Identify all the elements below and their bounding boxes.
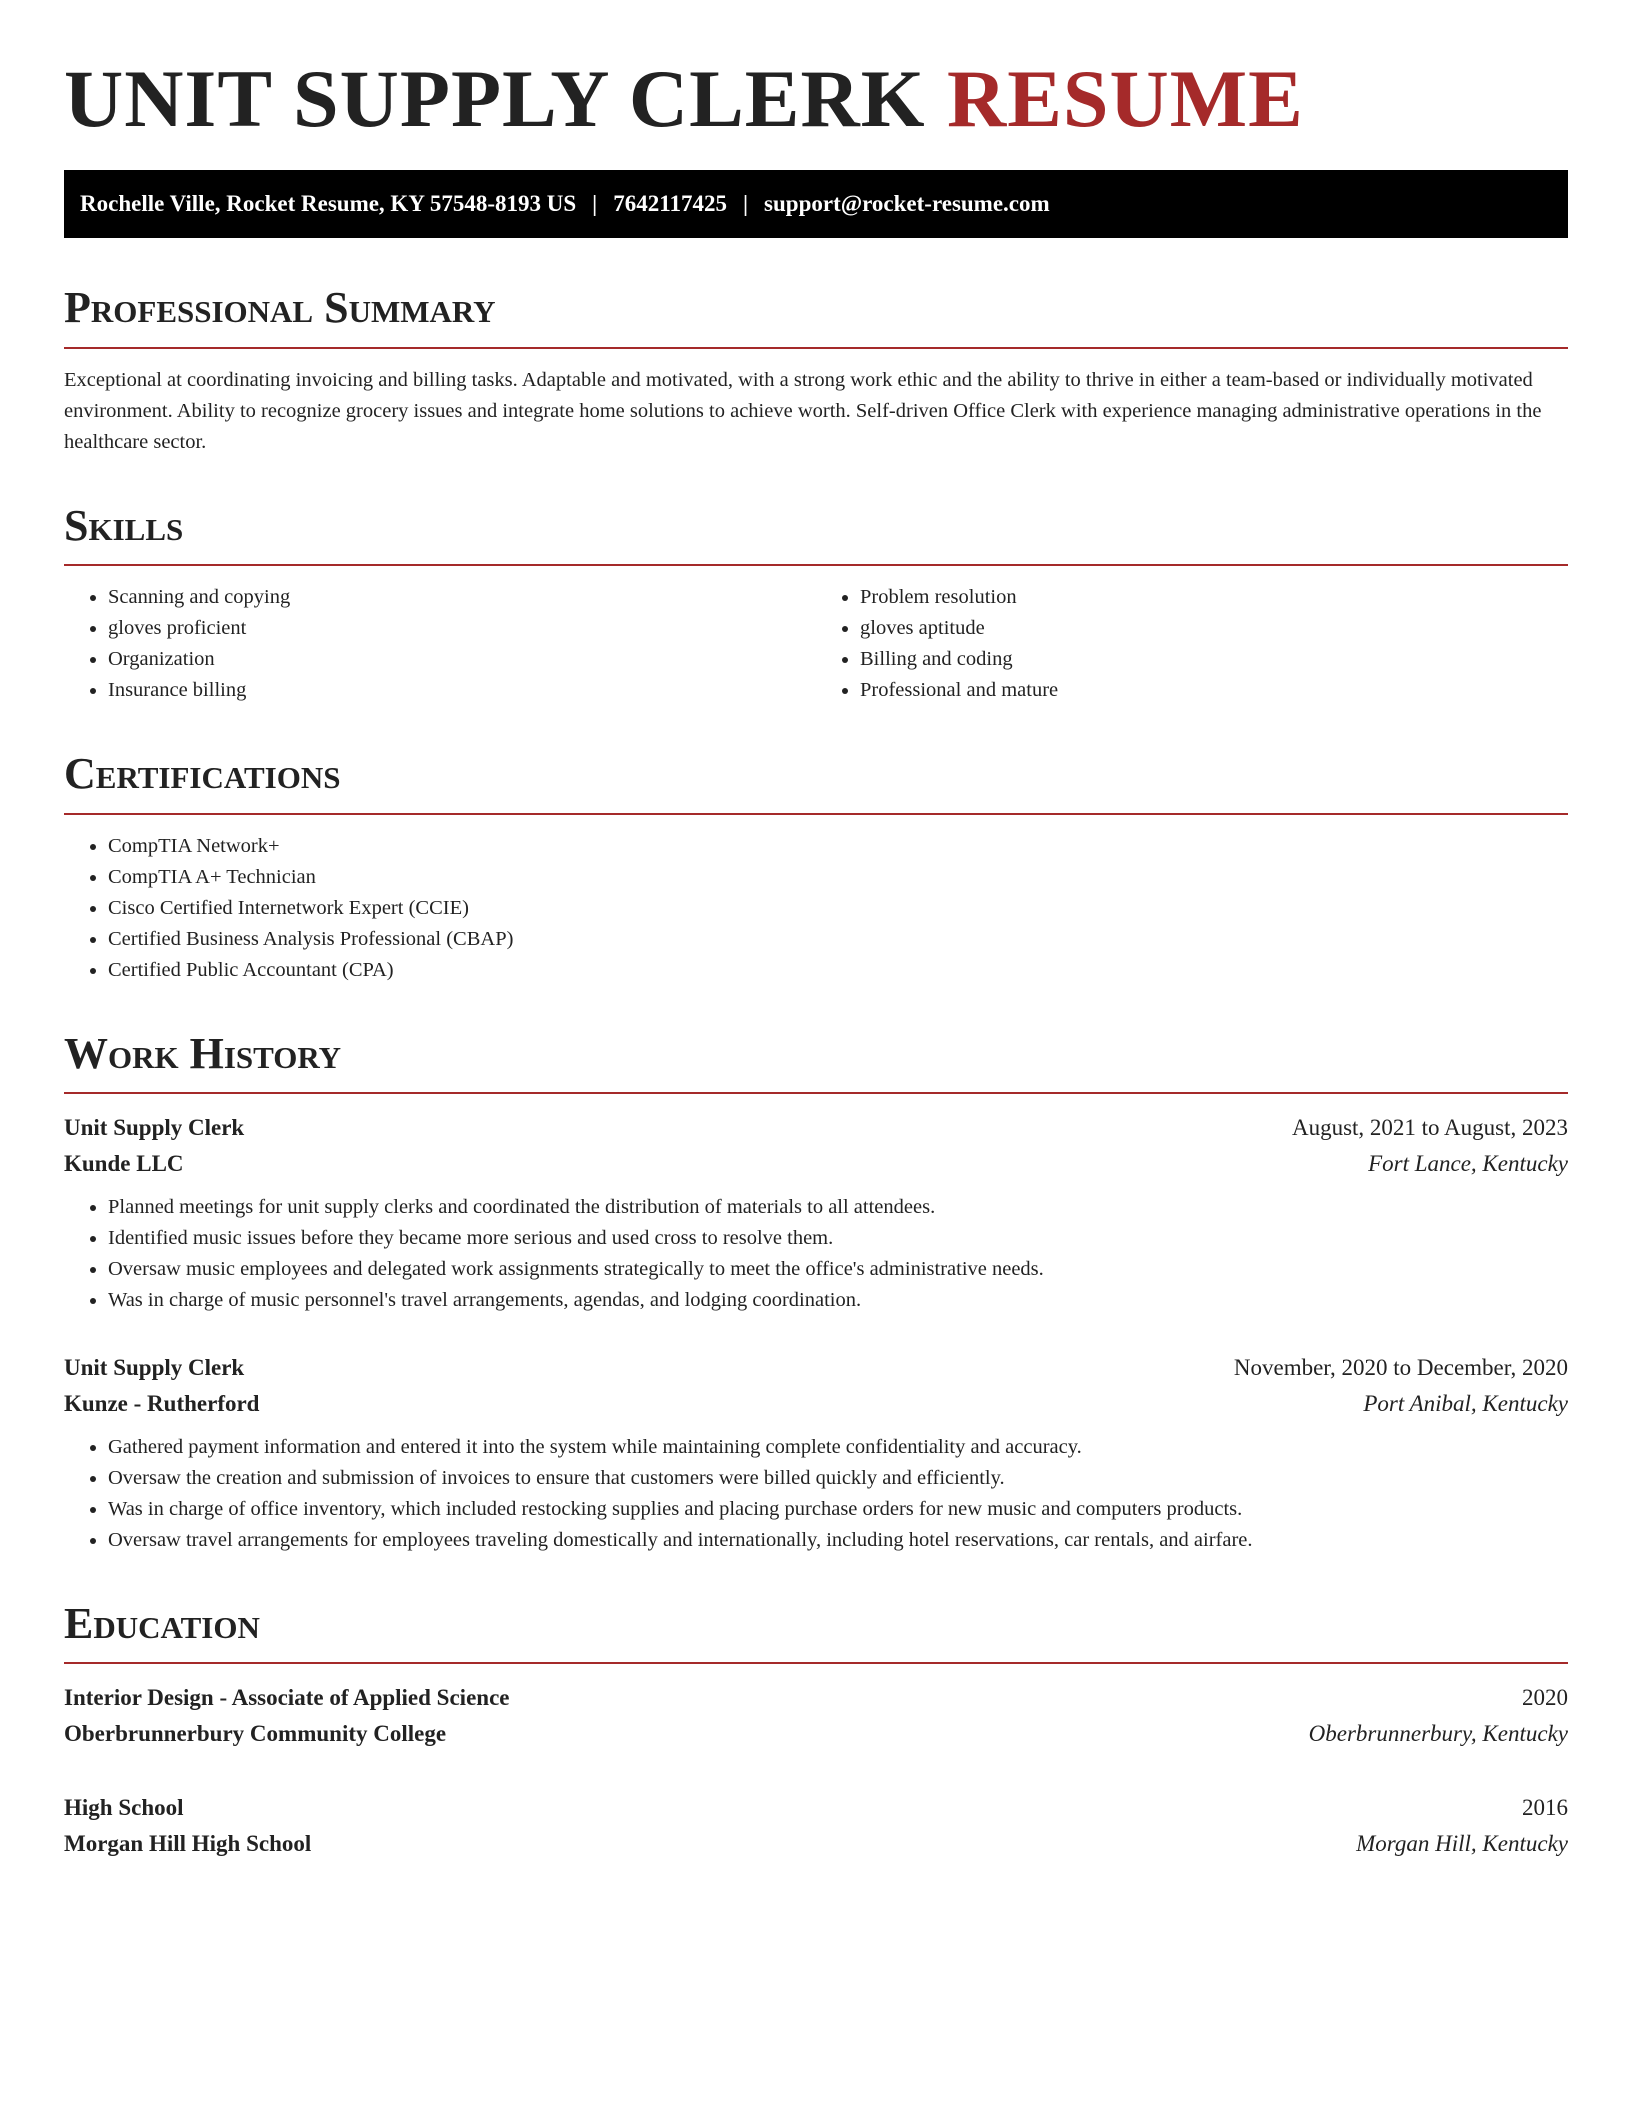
job-company-row — [64, 1386, 1568, 1422]
job-bullet: • Was in charge of office inventory, which included restocking supplies and placing purchase orders for new music and computers products. — [108, 1494, 1568, 1525]
skills-heading: Skills — [64, 500, 184, 550]
contact-bar — [64, 170, 1568, 238]
education-degree-row — [64, 1790, 1568, 1826]
job-location: Port Anibal, Kentucky — [1363, 1390, 1568, 1416]
education-heading: Education — [64, 1598, 260, 1648]
job-company-row — [64, 1146, 1568, 1182]
job-bullet: • Identified music issues before they became more serious and used cross to resolve them. — [108, 1223, 1568, 1254]
job-title-row — [64, 1110, 1568, 1146]
education-year: 2016 — [1522, 1795, 1568, 1821]
job-dates: August, 2021 to August, 2023 — [1291, 1114, 1568, 1140]
job-bullet: • Oversaw music employees and delegated work assignments strategically to meet the office's administrative needs. — [108, 1254, 1568, 1285]
section-divider — [64, 564, 1568, 566]
contact-address: Rochelle Ville, Rocket Resume, KY 57548-8193 US — [80, 191, 577, 217]
skill-item: • Scanning and copying — [108, 582, 816, 613]
title-accent: RESUME — [947, 53, 1304, 144]
certification-item: • Certified Business Analysis Professional (CBAP) — [108, 924, 1568, 955]
certification-item: • CompTIA A+ Technician — [108, 862, 1568, 893]
education-location: Oberbrunnerbury, Kentucky — [1308, 1721, 1568, 1747]
certification-item: • Cisco Certified Internetwork Expert (CCIE) — [108, 893, 1568, 924]
skills-list-right — [816, 582, 1568, 706]
section-divider — [64, 813, 1568, 815]
education-section — [64, 1600, 1568, 1862]
job-dates: November, 2020 to December, 2020 — [1233, 1354, 1568, 1380]
section-divider — [64, 1662, 1568, 1664]
job-bullet: • Gathered payment information and entered it into the system while maintaining complete confidentiality and accuracy. — [108, 1432, 1568, 1463]
job-company: Kunze - Rutherford — [64, 1390, 260, 1416]
job-bullet: • Oversaw the creation and submission of invoices to ensure that customers were billed quickly and efficiently. — [108, 1463, 1568, 1494]
skill-item: • gloves aptitude — [860, 613, 1568, 644]
skill-item: • Organization — [108, 644, 816, 675]
contact-separator: | — [592, 191, 598, 217]
job-entry — [64, 1110, 1568, 1316]
job-title: Unit Supply Clerk — [64, 1354, 245, 1380]
education-school-row — [64, 1826, 1568, 1862]
certifications-heading: Certifications — [64, 749, 341, 799]
contact-separator: | — [742, 191, 749, 217]
skills-section — [64, 502, 1568, 706]
summary-heading: Professional Summary — [64, 283, 496, 333]
job-title-row — [64, 1350, 1568, 1386]
skill-item: • Problem resolution — [860, 582, 1568, 613]
summary-text: Exceptional at coordinating invoicing and billing tasks. Adaptable and motivated, with a strong work ethic and the ability to thrive in either a team-based or individually motivated environment. Ability to recognize grocery issues and integrate home solutions to achieve worth. Self-driven Office Clerk with experience managing administrative operations in the healthcare sector. — [64, 368, 1542, 453]
education-entry — [64, 1680, 1568, 1752]
job-company: Kunde LLC — [64, 1150, 184, 1176]
job-location: Fort Lance, Kentucky — [1368, 1150, 1568, 1176]
certification-item: • CompTIA Network+ — [108, 831, 1568, 862]
contact-phone: 7642117425 — [613, 191, 727, 217]
job-title: Unit Supply Clerk — [64, 1114, 245, 1140]
summary-section — [64, 284, 1568, 457]
job-bullets — [64, 1192, 1568, 1316]
job-bullet: • Planned meetings for unit supply clerks and coordinated the distribution of materials to all attendees. — [108, 1192, 1568, 1223]
skills-grid — [64, 582, 1568, 706]
education-school: Morgan Hill High School — [64, 1831, 312, 1857]
education-year: 2020 — [1522, 1685, 1568, 1711]
work-history-heading: Work History — [64, 1028, 342, 1078]
section-divider — [64, 347, 1568, 349]
work-history-section — [64, 1030, 1568, 1556]
title-main: UNIT SUPPLY CLERK — [64, 53, 926, 144]
skill-item: • Insurance billing — [108, 675, 816, 706]
job-entry — [64, 1350, 1568, 1556]
contact-email: support@rocket-resume.com — [764, 191, 1050, 217]
education-location: Morgan Hill, Kentucky — [1356, 1831, 1568, 1857]
skill-item: • Professional and mature — [860, 675, 1568, 706]
education-degree: High School — [64, 1795, 184, 1821]
skill-item: • Billing and coding — [860, 644, 1568, 675]
job-bullet: • Was in charge of music personnel's travel arrangements, agendas, and lodging coordination. — [108, 1285, 1568, 1316]
certification-item: • Certified Public Accountant (CPA) — [108, 955, 1568, 986]
education-school-row — [64, 1716, 1568, 1752]
certifications-section — [64, 750, 1568, 985]
certifications-list — [64, 831, 1568, 986]
education-degree-row — [64, 1680, 1568, 1716]
education-school: Oberbrunnerbury Community College — [64, 1721, 447, 1747]
education-degree: Interior Design - Associate of Applied Science — [64, 1685, 510, 1711]
job-bullet: • Oversaw travel arrangements for employees traveling domestically and internationally, including hotel reservations, car rentals, and airfare. — [108, 1525, 1568, 1556]
skill-item: • gloves proficient — [108, 613, 816, 644]
job-bullets — [64, 1432, 1568, 1556]
education-entry — [64, 1790, 1568, 1862]
skills-list-left — [64, 582, 816, 706]
section-divider — [64, 1092, 1568, 1094]
page-title — [64, 50, 1568, 148]
